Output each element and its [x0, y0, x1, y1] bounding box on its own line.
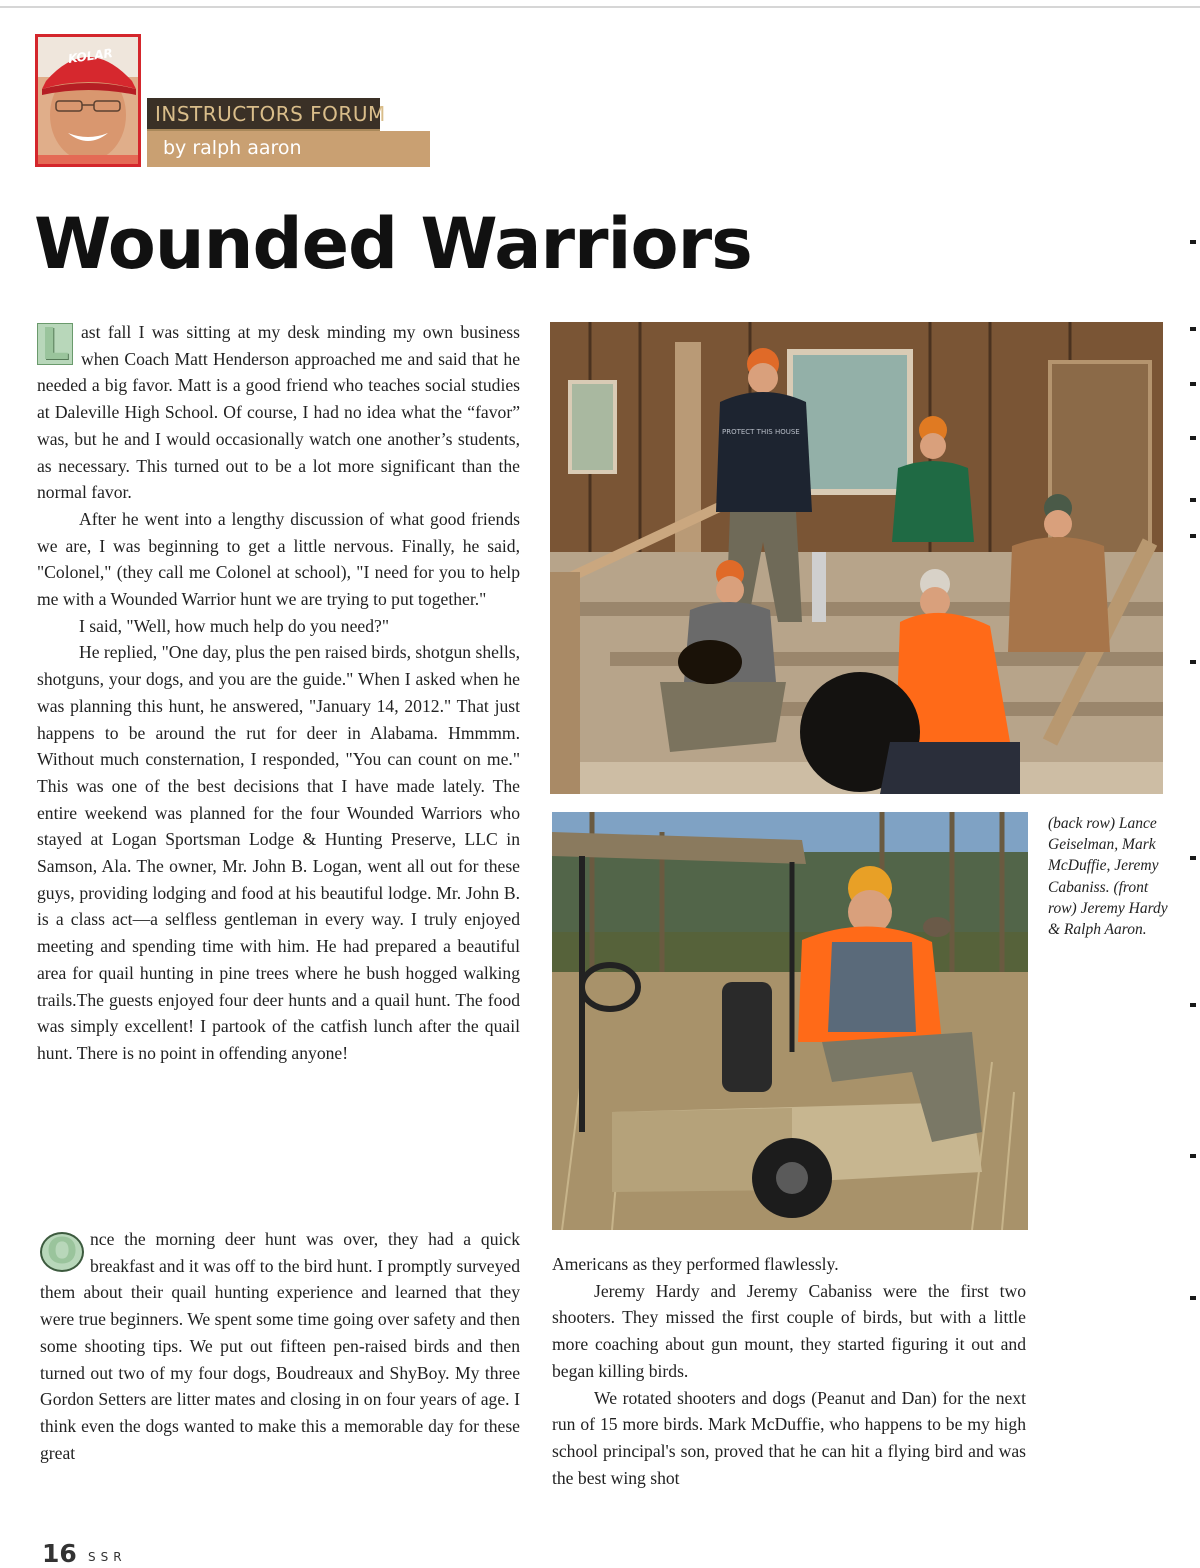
article-column-left	[37, 319, 520, 1067]
edge-mark	[1190, 660, 1196, 664]
photo-caption: (back row) Lance Geiselman, Mark McDuffie, Jeremy Cabaniss. (front row) Jeremy Hardy & Ralph Aaron.	[1048, 815, 1168, 939]
paragraph-5: nce the morning deer hunt was over, they had a quick breakfast and it was off to the bird hunt. I promptly surveyed them about their quail hunting experience and learned that they were true beginners. We spent some time going over safety and then some shooting tips. We put out fifteen pen-raised birds and then turned out two of my four dogs, Boudreaux and ShyBoy. My three Gordon Setters are litter mates and closing in on four years of age. I think even the dogs wanted to make this a memorable day for these great	[40, 1229, 520, 1463]
edge-mark	[1190, 498, 1196, 502]
edge-mark	[1190, 534, 1196, 538]
drop-cap-l: L	[37, 323, 73, 365]
edge-mark	[1190, 240, 1196, 244]
edge-mark	[1190, 1296, 1196, 1300]
article-column-right	[552, 1251, 1026, 1491]
author-photo	[35, 34, 141, 167]
page-number: 16	[42, 1539, 77, 1568]
paragraph-8: We rotated shooters and dogs (Peanut and Dan) for the next run of 15 more birds. Mark McDuffie, who happens to be my high school principal's son, proved that he can hit a flying bird and was the best wing shot	[552, 1387, 1026, 1488]
edge-mark	[1190, 1003, 1196, 1007]
paragraph-6: Americans as they performed flawlessly.	[552, 1254, 839, 1274]
paragraph-7: Jeremy Hardy and Jeremy Cabaniss were the first two shooters. They missed the first couple of birds, but with a little more coaching about gun mount, they started figuring it out and began killing birds.	[552, 1280, 1026, 1381]
magazine-name: SSR	[88, 1550, 127, 1564]
paragraph-3: I said, "Well, how much help do you need?"	[79, 615, 390, 636]
golf-cart-photo	[552, 812, 1028, 1230]
paragraph-1: ast fall I was sitting at my desk minding my own business when Coach Matt Henderson approached me and said that he needed a big favor. Matt is a good friend who teaches social studies at Daleville High School. Of course, I had no idea what the “favor” was, but he and I would occasionally watch one another’s students, as necessary. This turned out to be a lot more significant than the normal favor.	[37, 322, 520, 503]
article-title: Wounded Warriors	[34, 203, 752, 285]
top-rule	[0, 6, 1200, 8]
article-column-left-2	[40, 1226, 520, 1466]
porch-group-photo	[550, 322, 1163, 794]
edge-mark	[1190, 856, 1196, 860]
paragraph-2: After he went into a lengthy discussion of what good friends we are, I was beginning to get a little nervous. Finally, he said, "Colonel," (they call me Colonel at school), "I need for you to help me with a Wounded Warrior hunt we are trying to put together."	[37, 508, 520, 610]
edge-mark	[1190, 436, 1196, 440]
byline-banner	[147, 131, 430, 167]
cap-logo-text: KOLAR	[67, 45, 114, 67]
section-label: INSTRUCTORS FORUM	[155, 102, 386, 126]
section-banner	[147, 98, 386, 131]
paragraph-4: He replied, "One day, plus the pen raised birds, shotgun shells, shotguns, your dogs, and you are the guide." When I asked when he was planning this hunt, he answered, "January 14, 2012." That just happens to be around the rut for deer in Alabama. Hmmmm. Without much consternation, I responded, "You can count on me." This was one of the best decisions that I have made lately. The entire weekend was planned for the four Wounded Warriors who stayed at Logan Sportsman Lodge & Hunting Preserve, LLC in Samson, Ala. The owner, Mr. John B. Logan, went all out for these guys, providing lodging and food at his beautiful lodge. Mr. John B. is a class act—a selfless gentleman in every way. I truly enjoyed meeting and spending time with him. He had prepared a beautiful area for quail hunting in pine trees where he bush hogged walking trails.The guests enjoyed four deer hunts and a quail hunt. The food was simply excellent! I partook of the catfish lunch after the quail hunt. There is no point in offending anyone!	[37, 642, 520, 1063]
drop-cap-o: O	[40, 1232, 84, 1272]
edge-mark	[1190, 327, 1196, 331]
edge-mark	[1190, 382, 1196, 386]
porch-shirt-text: PROTECT THIS HOUSE	[722, 428, 800, 436]
edge-mark	[1190, 1154, 1196, 1158]
byline: by ralph aaron	[163, 137, 302, 159]
